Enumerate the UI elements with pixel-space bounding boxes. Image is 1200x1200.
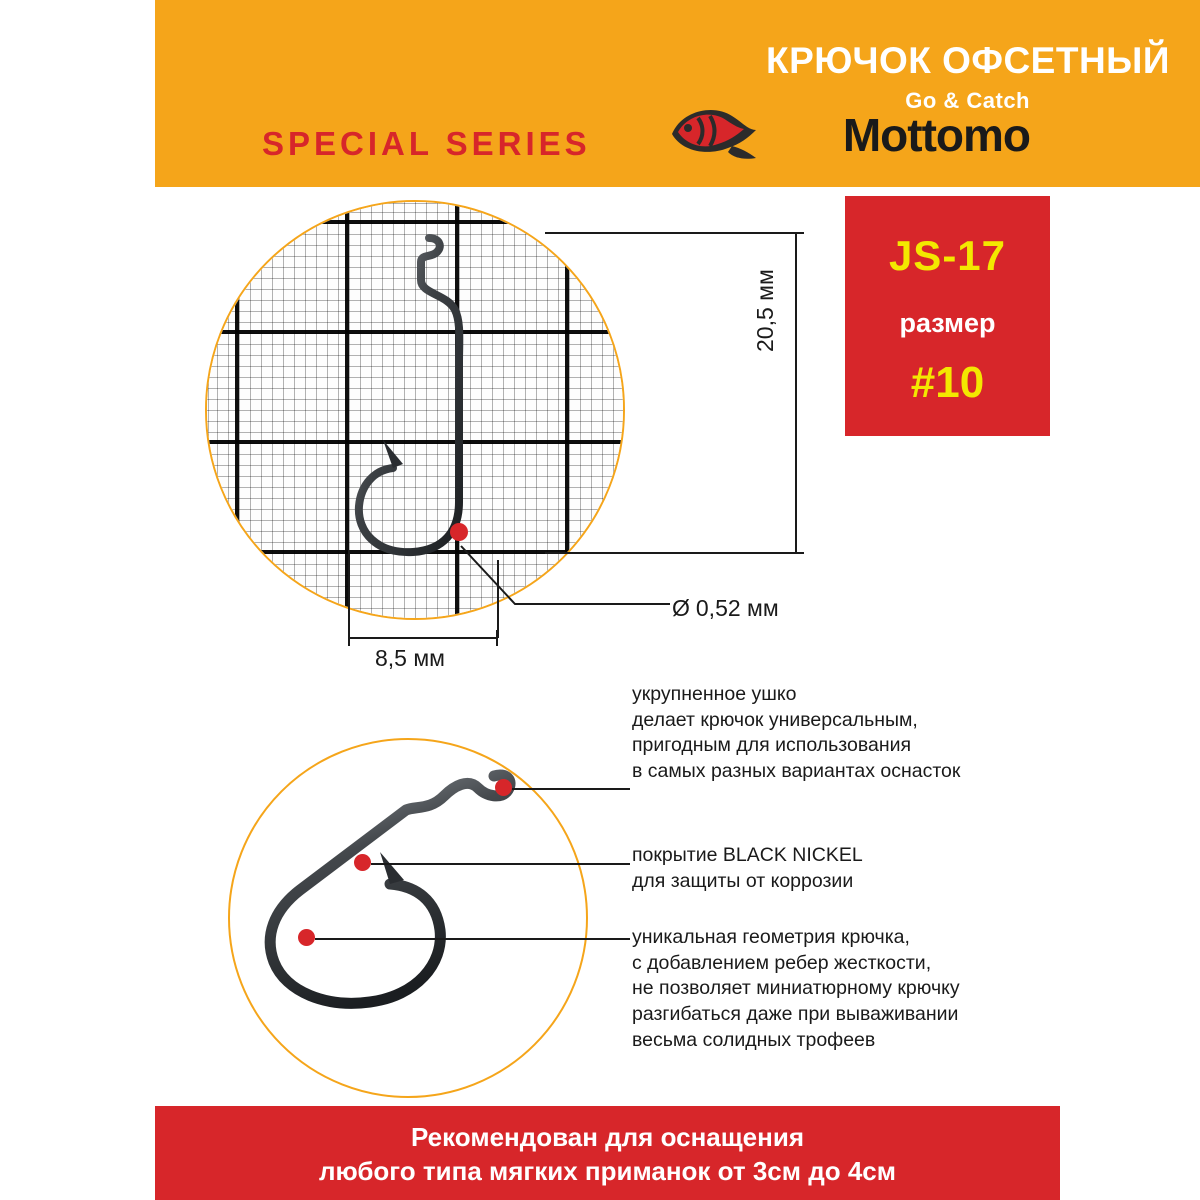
- feature-line: разгибаться даже при вываживании: [632, 1003, 959, 1026]
- dimension-tick-top: [545, 232, 797, 234]
- header-white-notch: [0, 0, 155, 178]
- wire-diameter-value: 0,52 мм: [695, 595, 779, 621]
- feature-text-eye: [632, 682, 960, 785]
- feature-line: для защиты от коррозии: [632, 869, 854, 892]
- header-bar: [0, 0, 1200, 178]
- feature-line: не позволяет миниатюрному крючку: [632, 977, 960, 1000]
- width-dimension-label: 8,5 мм: [375, 645, 445, 671]
- brand-tagline: Go & Catch: [905, 88, 1030, 113]
- callout-dot-coating: [354, 854, 371, 871]
- callout-leader-coating: [371, 863, 630, 865]
- callout-leader-eye: [512, 788, 630, 790]
- hook-photo-features: [228, 738, 588, 1098]
- height-dimension-label: 20,5 мм: [752, 269, 778, 352]
- series-label: SPECIAL SERIES: [262, 125, 591, 162]
- brand-name: Mottomo: [842, 109, 1030, 161]
- width-dimension-line: [348, 637, 498, 639]
- recommendation-line-1: Рекомендован для оснащения: [410, 1122, 804, 1152]
- model-code: JS-17: [888, 232, 1007, 279]
- feature-line: покрытие BLACK NICKEL: [632, 844, 863, 866]
- size-badge: [845, 196, 1050, 436]
- feature-text-geometry: [632, 925, 960, 1054]
- wire-diameter-label: [672, 595, 779, 622]
- page-title: КРЮЧОК ОФСЕТНЫЙ: [766, 40, 1170, 81]
- dimension-tick-left: [348, 550, 350, 638]
- size-label: размер: [899, 308, 996, 338]
- wire-diameter-leader-line: [455, 538, 675, 616]
- hook-illustration-features: [230, 740, 590, 1100]
- feature-line: укрупненное ушко: [632, 683, 797, 705]
- callout-leader-geometry: [315, 938, 630, 940]
- feature-text-coating: [632, 843, 863, 894]
- feature-line: уникальная геометрия крючка,: [632, 926, 910, 948]
- callout-dot-eye: [495, 779, 512, 796]
- feature-line: делает крючок универсальным,: [632, 708, 918, 731]
- size-value: #10: [910, 358, 985, 407]
- header-accent-strip: [155, 178, 1200, 187]
- feature-line: весьма солидных трофеев: [632, 1028, 876, 1051]
- height-dimension-line: [795, 232, 797, 554]
- diameter-symbol-icon: Ø: [672, 595, 690, 621]
- brand-lockup: [650, 88, 1030, 162]
- fish-logo-icon: [668, 100, 760, 162]
- feature-line: пригодным для использования: [632, 734, 912, 757]
- feature-line: с добавлением ребер жесткости,: [632, 951, 932, 974]
- recommendation-banner: [155, 1106, 1060, 1200]
- recommendation-line-2: любого типа мягких приманок от 3см до 4см: [318, 1156, 896, 1187]
- feature-line: в самых разных вариантах оснасток: [632, 760, 961, 783]
- callout-dot-geometry: [298, 929, 315, 946]
